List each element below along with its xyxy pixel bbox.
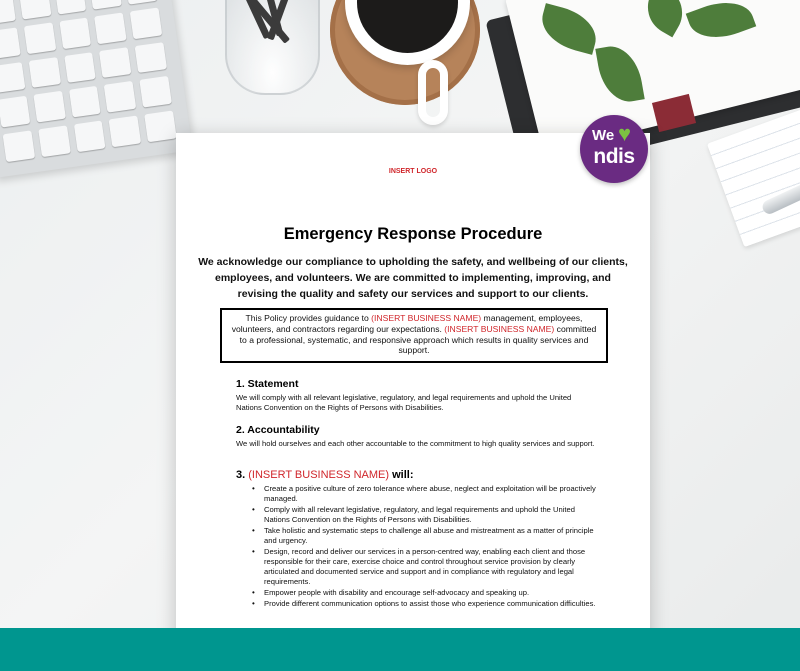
logo-placeholder: INSERT LOGO [388,168,438,175]
list-item: • Provide different communication options to assist those who experience communication difficulties. [252,599,596,609]
section-will: will: [392,469,414,481]
keyboard-key [0,62,25,94]
policy-text: committed to a professional, systematic, and responsive approach which results in quality services and support. [239,323,597,356]
keyboard-key [94,12,126,44]
procedure-document [176,133,650,653]
keyboard-key [140,76,172,108]
keyboard-key [0,27,20,59]
keyboard-key [64,52,96,84]
keyboard-key [28,57,60,89]
keyboard-key [135,42,167,74]
keyboard-key [99,47,131,79]
keyboard-key [109,116,141,148]
section-statement [236,378,596,413]
keyboard-key [24,22,56,54]
policy-box [220,308,608,363]
section-heading [236,469,596,481]
keyboard-key [125,0,157,4]
footer-bar [0,628,800,671]
list-item: • Comply with all relevant legislative, regulatory, and legal requirements and uphold the United Nations Convention on the Rights of Persons with Disabilities. [252,505,596,525]
list-item: • Take holistic and systematic steps to challenge all abuse and mistreatment as a matter of principle and urgency. [252,526,596,546]
keyboard-key [73,121,105,153]
section-number: 3. [236,469,246,481]
keyboard-key [33,91,65,123]
keyboard-key [54,0,86,14]
keyboard-key [19,0,51,19]
keyboard-key [0,0,16,24]
list-item: • Design, record and deliver our services in a person-centred way, enabling each client and those responsible for their care, exercise choice and control throughout service provision by clearly articulated and documented service and support and in compliance with regulatory and legal requirements. [252,547,596,587]
keyboard-key [144,111,176,143]
business-name-placeholder: (INSERT BUSINESS NAME) [371,313,482,323]
commitment-list [236,484,596,609]
business-name-placeholder: (INSERT BUSINESS NAME) [444,323,555,334]
badge-ndis-text: ndis [593,145,635,168]
cup-handle-image [418,60,448,125]
document-title: Emergency Response Procedure [283,225,543,243]
list-item: • Create a positive culture of zero tolerance where abuse, neglect and exploitation will be proactively managed. [252,484,596,504]
pencil-cup-image [225,0,320,95]
section-body: We will comply with all relevant legislative, regulatory, and legal requirements and uphold the United Nations Convention on the Rights of Persons with Disabilities. [236,393,572,412]
keyboard-image [0,0,193,178]
keyboard-key [90,0,122,9]
section-body: We will hold ourselves and each other accountable to the commitment to high quality services and support. [236,439,595,448]
policy-text: This Policy provides guidance to [245,313,372,323]
keyboard-key [3,131,35,163]
keyboard-key [0,96,30,128]
policy-text: management, employees, volunteers, and contractors regarding our expectations. [231,313,583,334]
section-business-will [236,469,596,610]
heart-icon: ♥ [618,121,632,146]
keyboard-key [104,81,136,113]
document-intro: We acknowledge our compliance to upholding the safety, and wellbeing of our clients, employees, and volunteers. We are committed to implementing, improving, and revising the quality and safety our services and support to our clients. [198,256,628,300]
coffee-surface [357,0,458,53]
business-name-placeholder: (INSERT BUSINESS NAME) [248,469,390,481]
section-accountability [236,424,596,449]
keyboard-key [130,7,162,39]
ndis-badge-logo [580,115,648,183]
section-heading: 1. Statement [236,378,299,390]
section-heading: 2. Accountability [236,424,320,436]
list-item: • Empower people with disability and encourage self-advocacy and speaking up. [252,588,596,598]
keyboard-key [69,86,101,118]
badge-we-text: We [592,127,615,144]
keyboard-key [38,126,70,158]
keyboard-key [59,17,91,49]
